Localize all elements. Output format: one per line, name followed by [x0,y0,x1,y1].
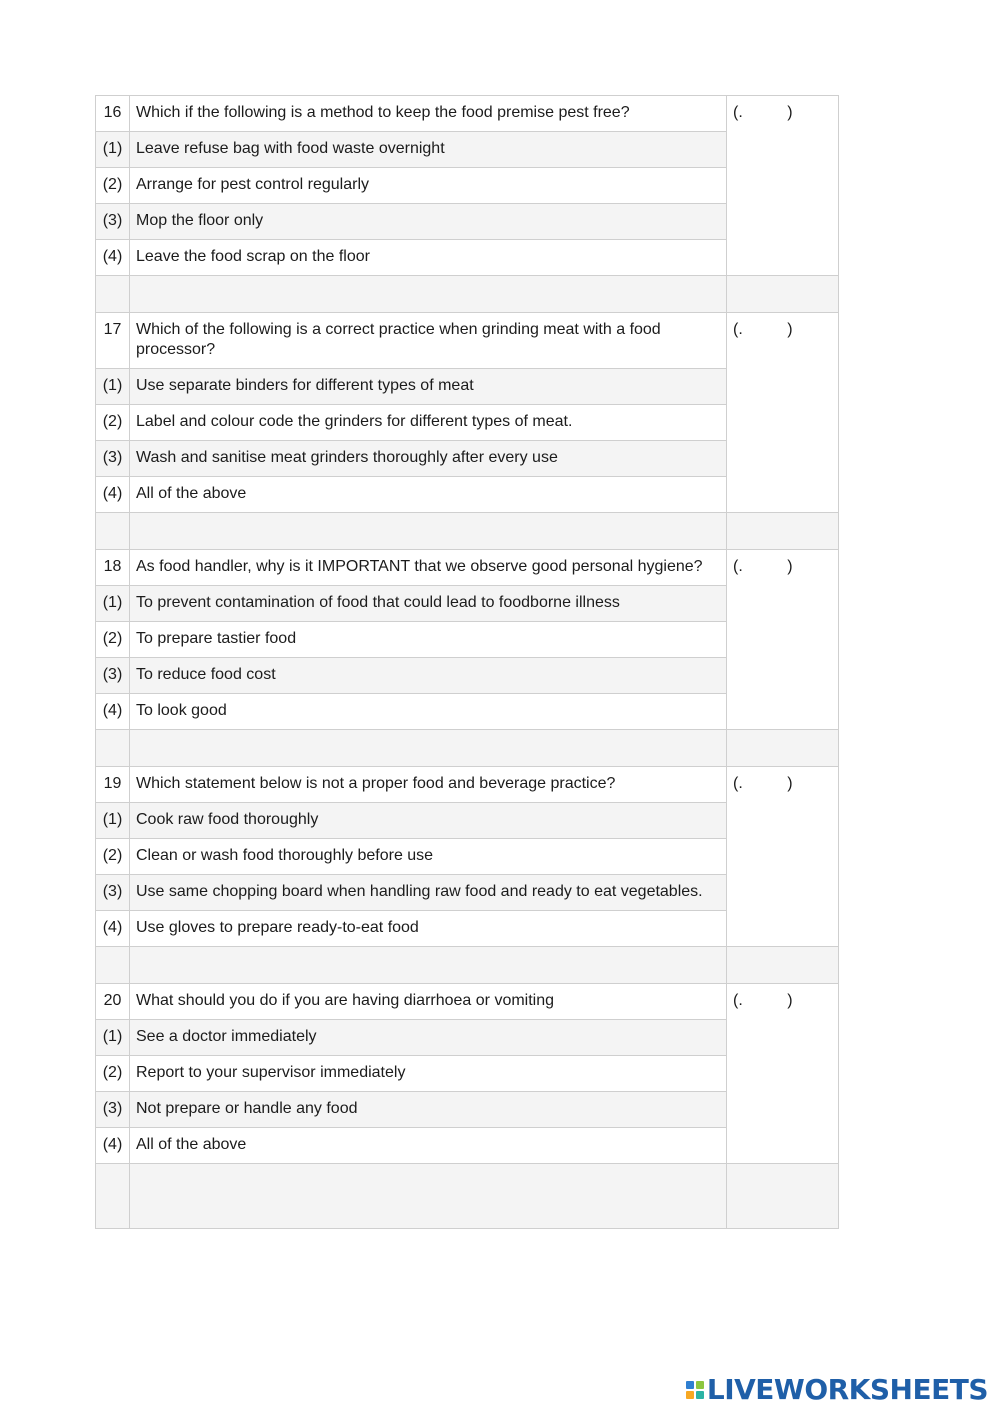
option-number: (3) [96,658,130,694]
answer-blank[interactable] [727,984,839,1164]
answer-blank-text: (. ) [733,992,793,1009]
answer-blank[interactable] [727,550,839,730]
question-17 [96,313,839,550]
answer-blank[interactable] [727,313,839,513]
question-20 [96,984,839,1229]
brand-name: LIVEWORKSHEETS [706,1373,988,1406]
option-number: (3) [96,875,130,911]
option-number: (2) [96,839,130,875]
question-number: 20 [96,984,130,1020]
answer-blank-text: (. ) [733,321,793,338]
logo-square [696,1391,704,1399]
option-text: Leave refuse bag with food waste overnight [130,132,727,168]
option-text: Leave the food scrap on the floor [130,240,727,276]
question-number: 19 [96,767,130,803]
option-number: (2) [96,622,130,658]
answer-blank-text: (. ) [733,558,793,575]
option-number: (2) [96,405,130,441]
option-number: (3) [96,441,130,477]
question-row [96,767,839,803]
spacer-row [96,730,839,767]
option-text: Label and colour code the grinders for different types of meat. [130,405,727,441]
option-number: (4) [96,477,130,513]
answer-blank-text: (. ) [733,104,793,121]
question-text: What should you do if you are having diarrhoea or vomiting [130,984,727,1020]
answer-blank-text: (. ) [733,775,793,792]
liveworksheets-brand [686,1373,988,1406]
option-number: (1) [96,369,130,405]
option-text: All of the above [130,477,727,513]
logo-square [696,1381,704,1389]
option-text: To look good [130,694,727,730]
spacer-row [96,276,839,313]
question-18 [96,550,839,767]
option-text: Not prepare or handle any food [130,1092,727,1128]
spacer-row [96,947,839,984]
question-number: 16 [96,96,130,132]
question-19 [96,767,839,984]
question-row [96,984,839,1020]
question-row [96,550,839,586]
option-number: (2) [96,1056,130,1092]
answer-blank[interactable] [727,767,839,947]
option-number: (1) [96,132,130,168]
option-number: (1) [96,1020,130,1056]
option-text: To reduce food cost [130,658,727,694]
option-text: To prepare tastier food [130,622,727,658]
liveworksheets-logo-icon [686,1381,704,1399]
option-text: Clean or wash food thoroughly before use [130,839,727,875]
spacer-row [96,1164,839,1229]
question-row [96,313,839,369]
option-text: See a doctor immediately [130,1020,727,1056]
option-text: Wash and sanitise meat grinders thoroughly after every use [130,441,727,477]
option-text: Use gloves to prepare ready-to-eat food [130,911,727,947]
question-text: Which of the following is a correct practice when grinding meat with a food processor? [130,313,727,369]
option-number: (3) [96,204,130,240]
option-number: (1) [96,803,130,839]
question-text: As food handler, why is it IMPORTANT that we observe good personal hygiene? [130,550,727,586]
logo-square [686,1391,694,1399]
option-text: Use same chopping board when handling raw food and ready to eat vegetables. [130,875,727,911]
option-number: (4) [96,911,130,947]
answer-blank[interactable] [727,96,839,276]
option-text: Mop the floor only [130,204,727,240]
option-text: To prevent contamination of food that could lead to foodborne illness [130,586,727,622]
option-number: (3) [96,1092,130,1128]
option-text: Cook raw food thoroughly [130,803,727,839]
quiz-table [95,95,839,1229]
option-text: All of the above [130,1128,727,1164]
option-number: (4) [96,694,130,730]
option-number: (4) [96,1128,130,1164]
question-16 [96,96,839,313]
option-text: Report to your supervisor immediately [130,1056,727,1092]
option-text: Use separate binders for different types of meat [130,369,727,405]
question-text: Which statement below is not a proper food and beverage practice? [130,767,727,803]
spacer-row [96,513,839,550]
question-text: Which if the following is a method to keep the food premise pest free? [130,96,727,132]
question-number: 18 [96,550,130,586]
option-number: (2) [96,168,130,204]
question-number: 17 [96,313,130,369]
logo-square [686,1381,694,1389]
option-number: (4) [96,240,130,276]
option-number: (1) [96,586,130,622]
question-row [96,96,839,132]
option-text: Arrange for pest control regularly [130,168,727,204]
